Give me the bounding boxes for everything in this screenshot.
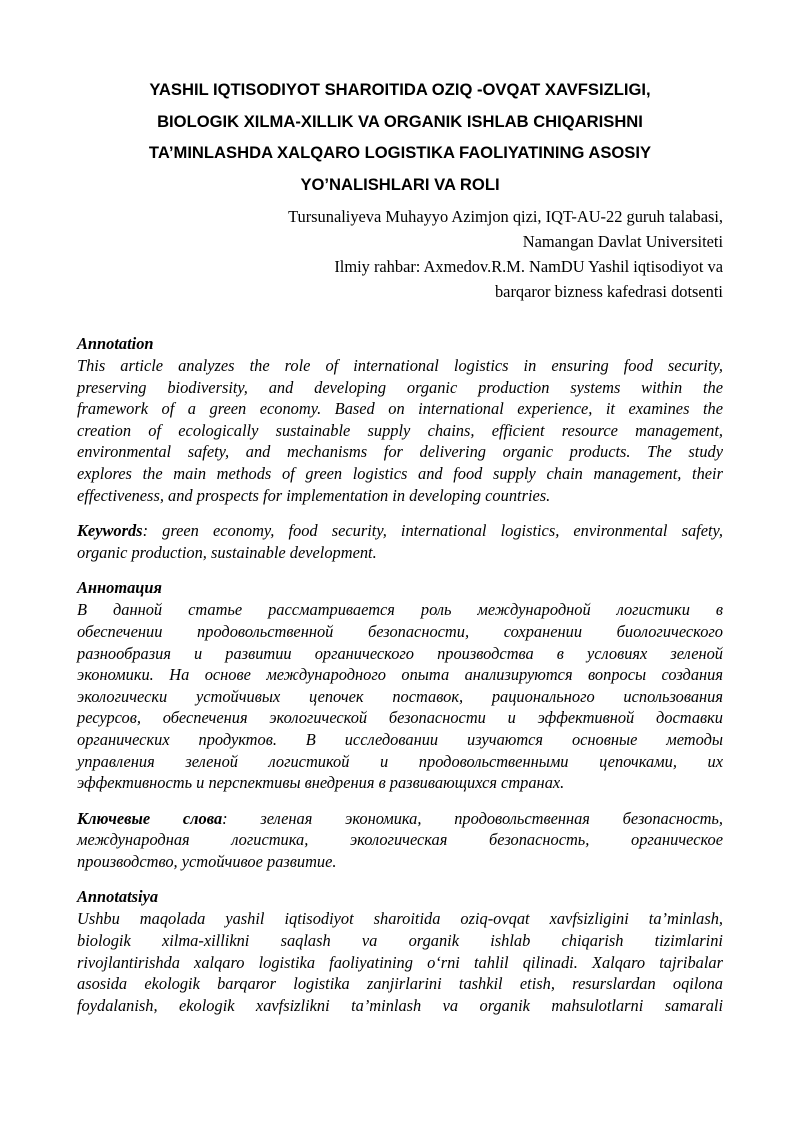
text-line: В данной статье рассматривается роль международной логистики в: [77, 600, 723, 620]
author-line: Namangan Davlat Universiteti: [522, 232, 723, 251]
annotation-en-heading: Annotation: [77, 334, 154, 353]
text-line: управления зеленой логистикой и продовольственными цепочками, их: [77, 751, 723, 771]
annotation-uz-section: [77, 886, 723, 1016]
title-line: TA’MINLASHDA XALQARO LOGISTIKA FAOLIYATINING ASOSIY: [148, 143, 652, 162]
title-line: BIOLOGIK XILMA-XILLIK VA ORGANIK ISHLAB CHIQARISHNI: [157, 111, 643, 131]
keywords-ru-line1: зеленая экономика, продовольственная безопасность,: [227, 808, 723, 828]
annotation-uz-heading: Annotatsiya: [77, 887, 159, 907]
author-block: [77, 204, 723, 304]
text-line: экономики. На основе международного опыта анализируются вопросы создания: [77, 665, 723, 685]
keywords-ru-section: [77, 808, 723, 873]
text-line: rivojlantirishda xalqaro logistika faoliyatining o‘rni tahlil qilinadi. Xalqaro tajribalar: [77, 952, 723, 972]
keywords-en-colon: :: [142, 521, 149, 541]
text-line: разнообразия и развитии органического производства в условиях зеленой: [77, 643, 723, 663]
text-line: Ushbu maqolada yashil iqtisodiyot sharoitida oziq-ovqat xavfsizligini ta’minlash,: [77, 909, 723, 929]
text-line: эффективность и перспективы внедрения в развивающихся странах.: [77, 773, 565, 793]
text-line: ресурсов, обеспечения экологической безопасности и эффективной доставки: [77, 708, 723, 728]
author-line: barqaror bizness kafedrasi dotsenti: [494, 282, 723, 301]
text-line: preserving biodiversity, and developing organic production systems within the: [77, 377, 723, 397]
annotation-uz-text: [77, 908, 723, 1016]
keywords-en-section: [77, 520, 723, 563]
text-line: asosida ekologik barqaror logistika zanjirlarini tashkil etish, resurslardan oqilona: [77, 974, 723, 994]
text-line: This article analyzes the role of international logistics in ensuring food security,: [77, 356, 723, 375]
text-line: обеспечении продовольственной безопасности, сохранении биологического: [77, 621, 723, 641]
author-line: Tursunaliyeva Muhayyo Azimjon qizi, IQT-AU-22 guruh talabasi,: [288, 207, 723, 226]
keywords-ru-label: Ключевые слова: [77, 808, 223, 828]
annotation-ru-text: [77, 599, 723, 793]
text-line: foydalanish, ekologik xavfsizlikni ta’minlash va organik mahsulotlarni samarali: [77, 995, 723, 1015]
text-line: органических продуктов. В исследовании изучаются основные методы: [77, 729, 723, 749]
annotation-ru-section: [77, 577, 723, 793]
author-line: Ilmiy rahbar: Axmedov.R.M. NamDU Yashil iqtisodiyot va: [334, 257, 723, 276]
keywords-ru-line3: производство, устойчивое развитие.: [77, 851, 337, 871]
annotation-ru-heading: Аннотация: [77, 578, 162, 598]
article-title: [77, 74, 723, 200]
annotation-en-text: [77, 355, 723, 506]
keywords-ru-colon: :: [222, 808, 228, 828]
text-line: environmental safety, and mechanisms for delivering organic products. The study: [77, 442, 723, 462]
keywords-en-label: Keywords: [77, 521, 143, 541]
keywords-en-line2: organic production, sustainable development.: [77, 542, 377, 562]
keywords-ru-text: [77, 808, 723, 873]
title-line: YASHIL IQTISODIYOT SHAROITIDA OZIQ -OVQAT XAVFSIZLIGI,: [149, 80, 651, 99]
text-line: effectiveness, and prospects for implementation in developing countries.: [77, 485, 551, 505]
text-line: framework of a green economy. Based on international experience, it examines the: [77, 399, 723, 419]
keywords-en-text: [77, 520, 723, 563]
text-line: экологически устойчивых цепочек поставок, рационального использования: [77, 686, 723, 706]
text-line: [77, 808, 723, 830]
text-line: [77, 520, 723, 542]
annotation-en-section: [77, 333, 723, 506]
keywords-ru-line2: международная логистика, экологическая безопасность, органическое: [77, 830, 723, 850]
article-page: [77, 74, 723, 1016]
keywords-en-line1: green economy, food security, international logistics, environmental safety,: [148, 521, 723, 541]
text-line: explores the main methods of green logistics and food supply chain management, their: [77, 463, 723, 483]
text-line: biologik xilma-xillikni saqlash va organik ishlab chiqarish tizimlarini: [77, 931, 723, 951]
title-line: YO’NALISHLARI VA ROLI: [300, 174, 500, 194]
text-line: creation of ecologically sustainable supply chains, efficient resource management,: [77, 420, 723, 440]
